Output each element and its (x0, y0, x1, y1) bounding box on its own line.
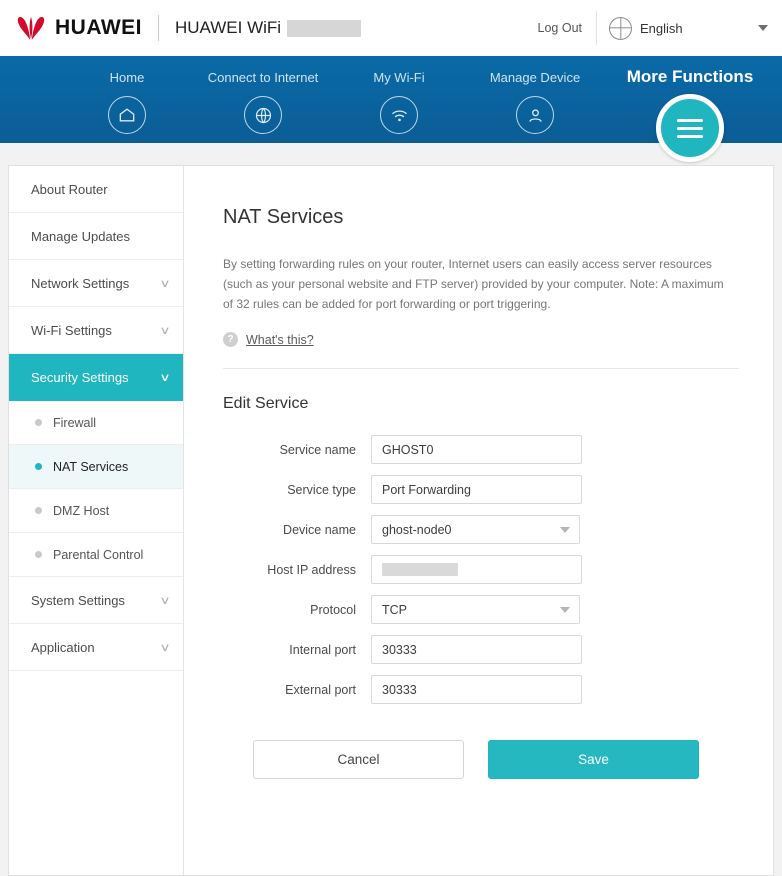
field-label: External port (285, 682, 356, 697)
form-actions (223, 740, 739, 779)
service-type-input[interactable] (371, 475, 582, 504)
bullet-icon (35, 463, 42, 470)
sidebar-subitem-nat-services[interactable] (9, 445, 183, 489)
chevron-down-icon: ∨ (159, 641, 171, 654)
top-bar (0, 0, 782, 56)
form-row-service-type (223, 475, 739, 504)
page-description: By setting forwarding rules on your router, Internet users can easily access server resources (such as your personal website and FTP server) provided by your computer. Note: A maximum of 32 rules can be added for port forwarding or port triggering. (223, 257, 724, 311)
main-content (184, 166, 773, 875)
form-row-protocol (223, 595, 739, 624)
nav-item-home[interactable] (86, 56, 168, 134)
field-label: Host IP address (267, 562, 356, 577)
nav-label: My Wi-Fi (373, 70, 425, 85)
sidebar-subitem-label: Firewall (53, 415, 97, 430)
nav-label: Home (109, 70, 145, 85)
nav-item-more-functions[interactable] (626, 56, 754, 162)
main-navigation (0, 56, 782, 143)
sidebar (9, 166, 184, 875)
field-label: Device name (283, 522, 356, 537)
sidebar-item-system-settings[interactable] (9, 577, 183, 624)
field-value: TCP (382, 602, 407, 617)
language-label: English (640, 20, 683, 36)
sidebar-item-label: Security Settings (31, 370, 129, 385)
whats-this-link[interactable]: What's this? (246, 332, 314, 347)
sidebar-item-label: Network Settings (31, 275, 130, 291)
divider (223, 368, 739, 369)
sidebar-subitem-dmz-host[interactable] (9, 489, 183, 533)
user-icon (516, 96, 554, 134)
form-row-device-name (223, 515, 739, 544)
field-label: Internal port (289, 642, 356, 657)
sidebar-item-label: Wi-Fi Settings (31, 322, 112, 338)
field-value: 30333 (382, 642, 417, 657)
sidebar-item-label: Manage Updates (31, 228, 131, 244)
top-bar-right (538, 11, 768, 45)
sidebar-item-security-settings[interactable] (9, 354, 183, 401)
huawei-flower-logo (16, 15, 46, 41)
section-title: Edit Service (223, 395, 309, 413)
globe-icon (244, 96, 282, 134)
question-mark-icon: ? (223, 332, 238, 347)
chevron-up-icon: ∨ (159, 372, 171, 384)
wifi-icon (380, 96, 418, 134)
brand-logo[interactable] (16, 15, 142, 41)
field-label: Protocol (310, 602, 356, 617)
logout-button[interactable]: Log Out (537, 21, 582, 35)
protocol-select[interactable] (371, 595, 580, 624)
nav-label: Manage Device (489, 70, 581, 85)
sidebar-subitem-parental-control[interactable] (9, 533, 183, 577)
chevron-down-icon (560, 527, 570, 533)
bullet-icon (35, 551, 42, 558)
bullet-icon (35, 507, 42, 514)
nav-label: More Functions (626, 67, 754, 86)
field-label: Service name (279, 442, 356, 457)
save-button[interactable]: Save (488, 740, 699, 779)
nav-item-connect-to-internet[interactable] (207, 56, 319, 134)
form-row-external-port (223, 675, 739, 704)
chevron-down-icon: ∨ (159, 324, 171, 337)
field-value: 30333 (382, 682, 417, 697)
external-port-input[interactable] (371, 675, 582, 704)
field-label: Service type (287, 482, 356, 497)
sidebar-item-network-settings[interactable] (9, 260, 183, 307)
hamburger-icon[interactable] (656, 94, 724, 162)
redacted-ssid (287, 20, 361, 37)
nav-label: Connect to Internet (207, 70, 319, 85)
chevron-down-icon: ∨ (159, 277, 171, 290)
sidebar-subitem-label: Parental Control (53, 547, 144, 562)
chevron-down-icon: ∨ (159, 594, 171, 607)
chevron-down-icon (560, 607, 570, 613)
sidebar-item-label: System Settings (31, 592, 125, 608)
sidebar-subitem-label: NAT Services (53, 459, 129, 474)
sidebar-subitem-firewall[interactable] (9, 401, 183, 445)
sidebar-item-label: Application (31, 639, 95, 655)
service-name-input[interactable] (371, 435, 582, 464)
form-row-service-name (223, 435, 739, 464)
field-value: ghost-node0 (382, 522, 452, 537)
sidebar-item-about-router[interactable] (9, 166, 183, 213)
sidebar-item-label: About Router (31, 181, 108, 197)
nav-item-manage-device[interactable] (489, 56, 581, 134)
globe-icon (609, 17, 632, 40)
redacted-ip-value (382, 563, 458, 576)
whats-this-help[interactable] (223, 332, 739, 347)
content-panel (8, 165, 774, 876)
sidebar-item-application[interactable] (9, 624, 183, 671)
host-ip-address-input[interactable] (371, 555, 582, 584)
page-title: NAT Services (223, 206, 344, 228)
field-value: GHOST0 (382, 442, 434, 457)
divider (158, 15, 159, 41)
home-icon (108, 96, 146, 134)
sidebar-item-wifi-settings[interactable] (9, 307, 183, 354)
chevron-down-icon (758, 25, 768, 31)
sidebar-subitem-label: DMZ Host (53, 503, 110, 518)
form-row-host-ip-address (223, 555, 739, 584)
page-body (0, 143, 782, 876)
internal-port-input[interactable] (371, 635, 582, 664)
language-selector[interactable] (596, 11, 768, 45)
nav-item-my-wifi[interactable] (358, 56, 440, 134)
device-name-select[interactable] (371, 515, 580, 544)
product-title-text: HUAWEI WiFi (175, 18, 282, 37)
bullet-icon (35, 419, 42, 426)
brand-name: HUAWEI (55, 16, 142, 39)
sidebar-item-manage-updates[interactable] (9, 213, 183, 260)
cancel-button[interactable]: Cancel (253, 740, 464, 779)
field-value: Port Forwarding (382, 482, 471, 497)
form-row-internal-port (223, 635, 739, 664)
page-product-title (175, 18, 361, 38)
